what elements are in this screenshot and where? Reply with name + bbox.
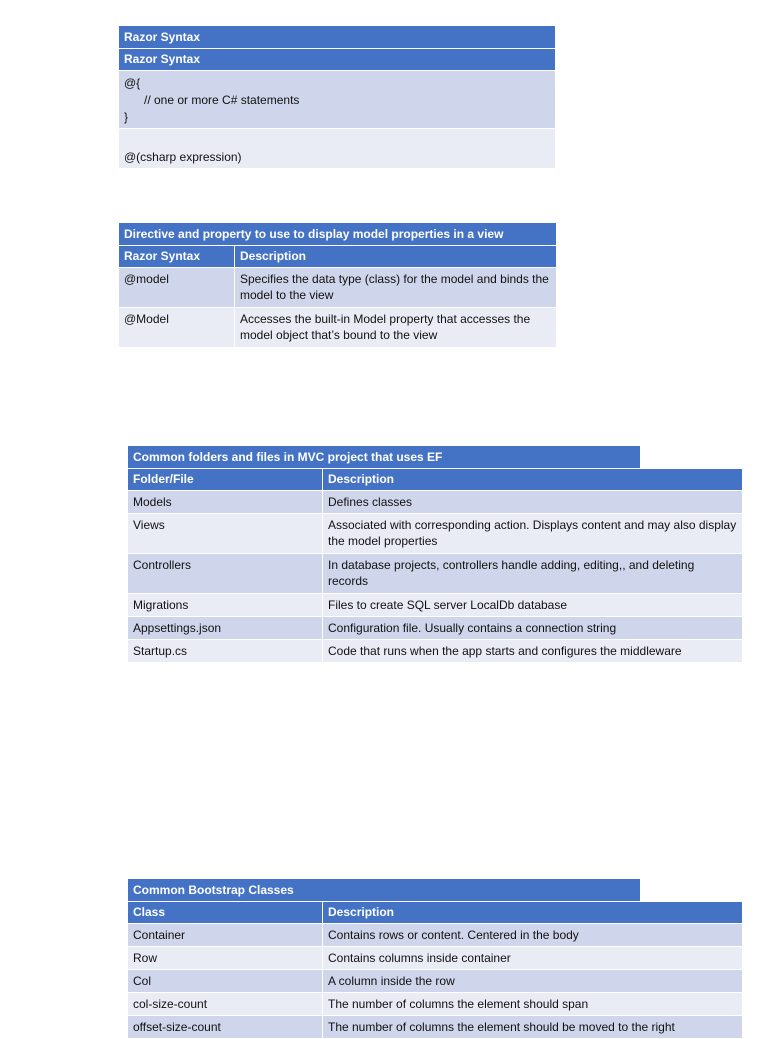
table-cell: @Model bbox=[119, 308, 235, 348]
table-row bbox=[128, 947, 742, 970]
razor-syntax-table bbox=[119, 26, 555, 169]
table-cell: col-size-count bbox=[128, 993, 323, 1016]
table-cell: Controllers bbox=[128, 554, 323, 594]
table-row bbox=[128, 924, 742, 947]
table-cell: Configuration file. Usually contains a connection string bbox=[323, 617, 742, 640]
table-row bbox=[128, 993, 742, 1016]
column-header: Razor Syntax bbox=[119, 246, 235, 268]
table-cell: The number of columns the element should span bbox=[323, 993, 742, 1016]
table-row bbox=[128, 554, 742, 594]
table-cell: @model bbox=[119, 268, 235, 308]
table-row bbox=[119, 308, 556, 348]
table-cell: Appsettings.json bbox=[128, 617, 323, 640]
table-cell: Col bbox=[128, 970, 323, 993]
expression-cell bbox=[119, 129, 555, 169]
table-header-row bbox=[128, 469, 742, 491]
table-row bbox=[128, 594, 742, 617]
column-header: Razor Syntax bbox=[119, 49, 555, 71]
table-title: Razor Syntax bbox=[119, 26, 555, 49]
table-row bbox=[128, 514, 742, 554]
table-title: Directive and property to use to display model properties in a view bbox=[119, 223, 556, 246]
table-row bbox=[128, 617, 742, 640]
directive-property-table bbox=[119, 223, 556, 348]
column-header: Description bbox=[323, 902, 742, 924]
code-block-cell bbox=[119, 71, 555, 129]
column-header: Description bbox=[235, 246, 556, 268]
table-row bbox=[128, 640, 742, 663]
code-block: @{ // one or more C# statements } bbox=[124, 76, 300, 124]
table-cell: The number of columns the element should be moved to the right bbox=[323, 1016, 742, 1039]
table-row bbox=[119, 129, 555, 169]
table-cell: Files to create SQL server LocalDb database bbox=[323, 594, 742, 617]
table-cell: Migrations bbox=[128, 594, 323, 617]
table-header-row bbox=[119, 246, 556, 268]
column-header: Folder/File bbox=[128, 469, 323, 491]
table-cell: Contains rows or content. Centered in the body bbox=[323, 924, 742, 947]
table-cell: offset-size-count bbox=[128, 1016, 323, 1039]
column-header: Class bbox=[128, 902, 323, 924]
table-title: Common folders and files in MVC project that uses EF bbox=[128, 446, 640, 469]
table-cell: Code that runs when the app starts and configures the middleware bbox=[323, 640, 742, 663]
table-cell: Views bbox=[128, 514, 323, 554]
table-cell: Defines classes bbox=[323, 491, 742, 514]
expression-text: @(csharp expression) bbox=[124, 150, 242, 164]
table-header-row bbox=[119, 49, 555, 71]
table-row bbox=[128, 1016, 742, 1039]
table-cell: Models bbox=[128, 491, 323, 514]
table-title: Common Bootstrap Classes bbox=[128, 879, 640, 902]
table-cell: A column inside the row bbox=[323, 970, 742, 993]
table-cell: Accesses the built-in Model property that accesses the model object that’s bound to the view bbox=[235, 308, 556, 348]
mvc-folders-table bbox=[128, 446, 742, 663]
table-cell: Associated with corresponding action. Displays content and may also display the model properties bbox=[323, 514, 742, 554]
table-cell: Container bbox=[128, 924, 323, 947]
table-cell: Row bbox=[128, 947, 323, 970]
bootstrap-classes-table bbox=[128, 879, 742, 1039]
table-header-row bbox=[128, 902, 742, 924]
table-row bbox=[128, 970, 742, 993]
table-row bbox=[119, 268, 556, 308]
table-cell: Contains columns inside container bbox=[323, 947, 742, 970]
column-header: Description bbox=[323, 469, 742, 491]
table-cell: Specifies the data type (class) for the model and binds the model to the view bbox=[235, 268, 556, 308]
table-cell: Startup.cs bbox=[128, 640, 323, 663]
table-row bbox=[119, 71, 555, 129]
table-row bbox=[128, 491, 742, 514]
table-cell: In database projects, controllers handle adding, editing,, and deleting records bbox=[323, 554, 742, 594]
